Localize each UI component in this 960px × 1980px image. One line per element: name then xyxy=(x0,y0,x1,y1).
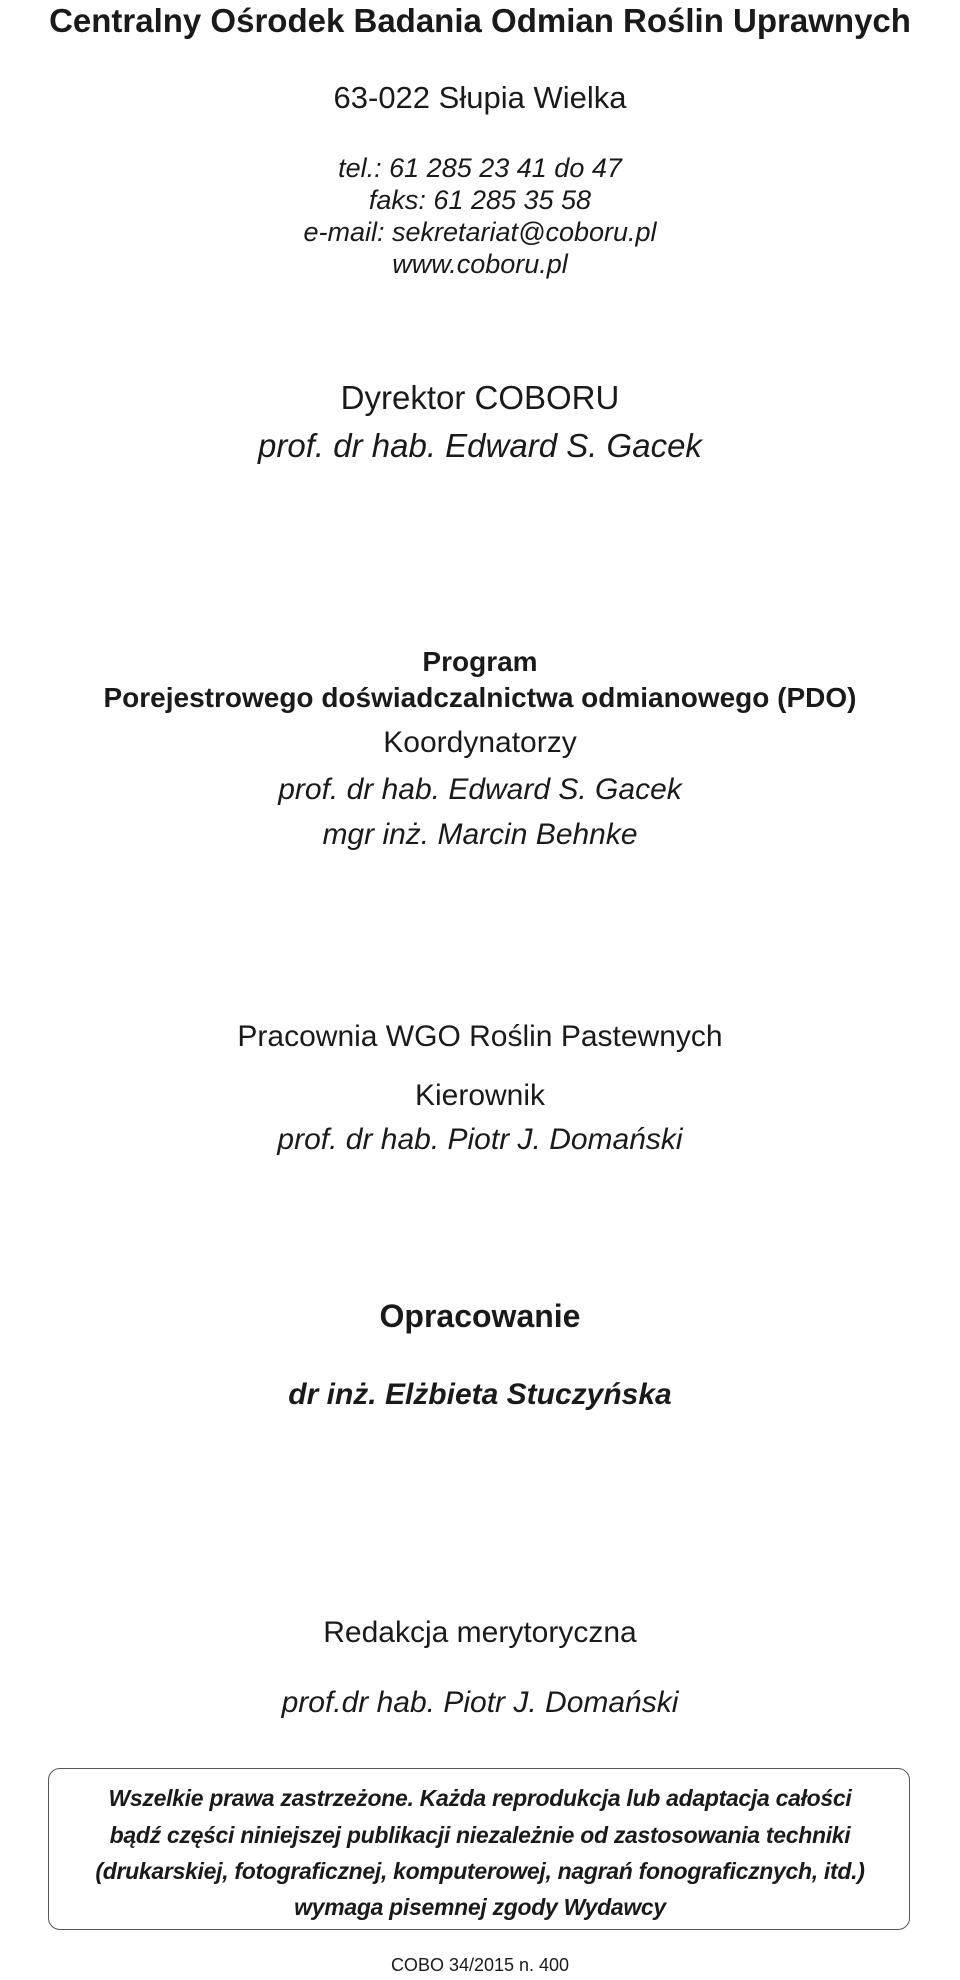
director-title: Dyrektor COBORU xyxy=(340,379,620,416)
editing-title: Redakcja merytoryczna xyxy=(323,1616,637,1649)
director-name: prof. dr hab. Edward S. Gacek xyxy=(258,427,702,464)
institution-phone: tel.: 61 285 23 41 do 47 xyxy=(338,153,622,183)
institution-name: Centralny Ośrodek Badania Odmian Roślin Uprawnych xyxy=(49,2,911,39)
laboratory-head-name: prof. dr hab. Piotr J. Domański xyxy=(277,1123,683,1156)
institution-fax: faks: 61 285 35 58 xyxy=(368,185,592,215)
copyright-notice-line: bądź części niniejszej publikacji niezależnie od zastosowania techniki xyxy=(109,1822,851,1848)
coordinator-name: mgr inż. Marcin Behnke xyxy=(322,818,638,851)
program-title: Program xyxy=(422,646,538,677)
laboratory-title: Pracownia WGO Roślin Pastewnych xyxy=(237,1020,723,1053)
coordinators-label: Koordynatorzy xyxy=(383,726,577,759)
copyright-notice-line: wymaga pisemnej zgody Wydawcy xyxy=(294,1894,666,1920)
institution-website: www.coboru.pl xyxy=(392,249,568,279)
copyright-notice-line: (drukarskiej, fotograficznej, komputerowej, nagrań fonograficznych, itd.) xyxy=(95,1858,865,1884)
editing-editor: prof.dr hab. Piotr J. Domański xyxy=(281,1686,679,1719)
preparation-author: dr inż. Elżbieta Stuczyńska xyxy=(288,1378,672,1411)
institution-email: e-mail: sekretariat@coboru.pl xyxy=(303,217,657,247)
program-subtitle: Porejestrowego doświadczalnictwa odmianowego (PDO) xyxy=(103,682,857,713)
copyright-notice-line: Wszelkie prawa zastrzeżone. Każda reprodukcja lub adaptacja całości xyxy=(108,1785,852,1811)
institution-address: 63-022 Słupia Wielka xyxy=(333,80,627,115)
publication-code: COBO 34/2015 n. 400 xyxy=(390,1955,570,1975)
preparation-title: Opracowanie xyxy=(379,1298,581,1334)
coordinator-name: prof. dr hab. Edward S. Gacek xyxy=(278,773,682,806)
laboratory-head-label: Kierownik xyxy=(414,1079,546,1112)
